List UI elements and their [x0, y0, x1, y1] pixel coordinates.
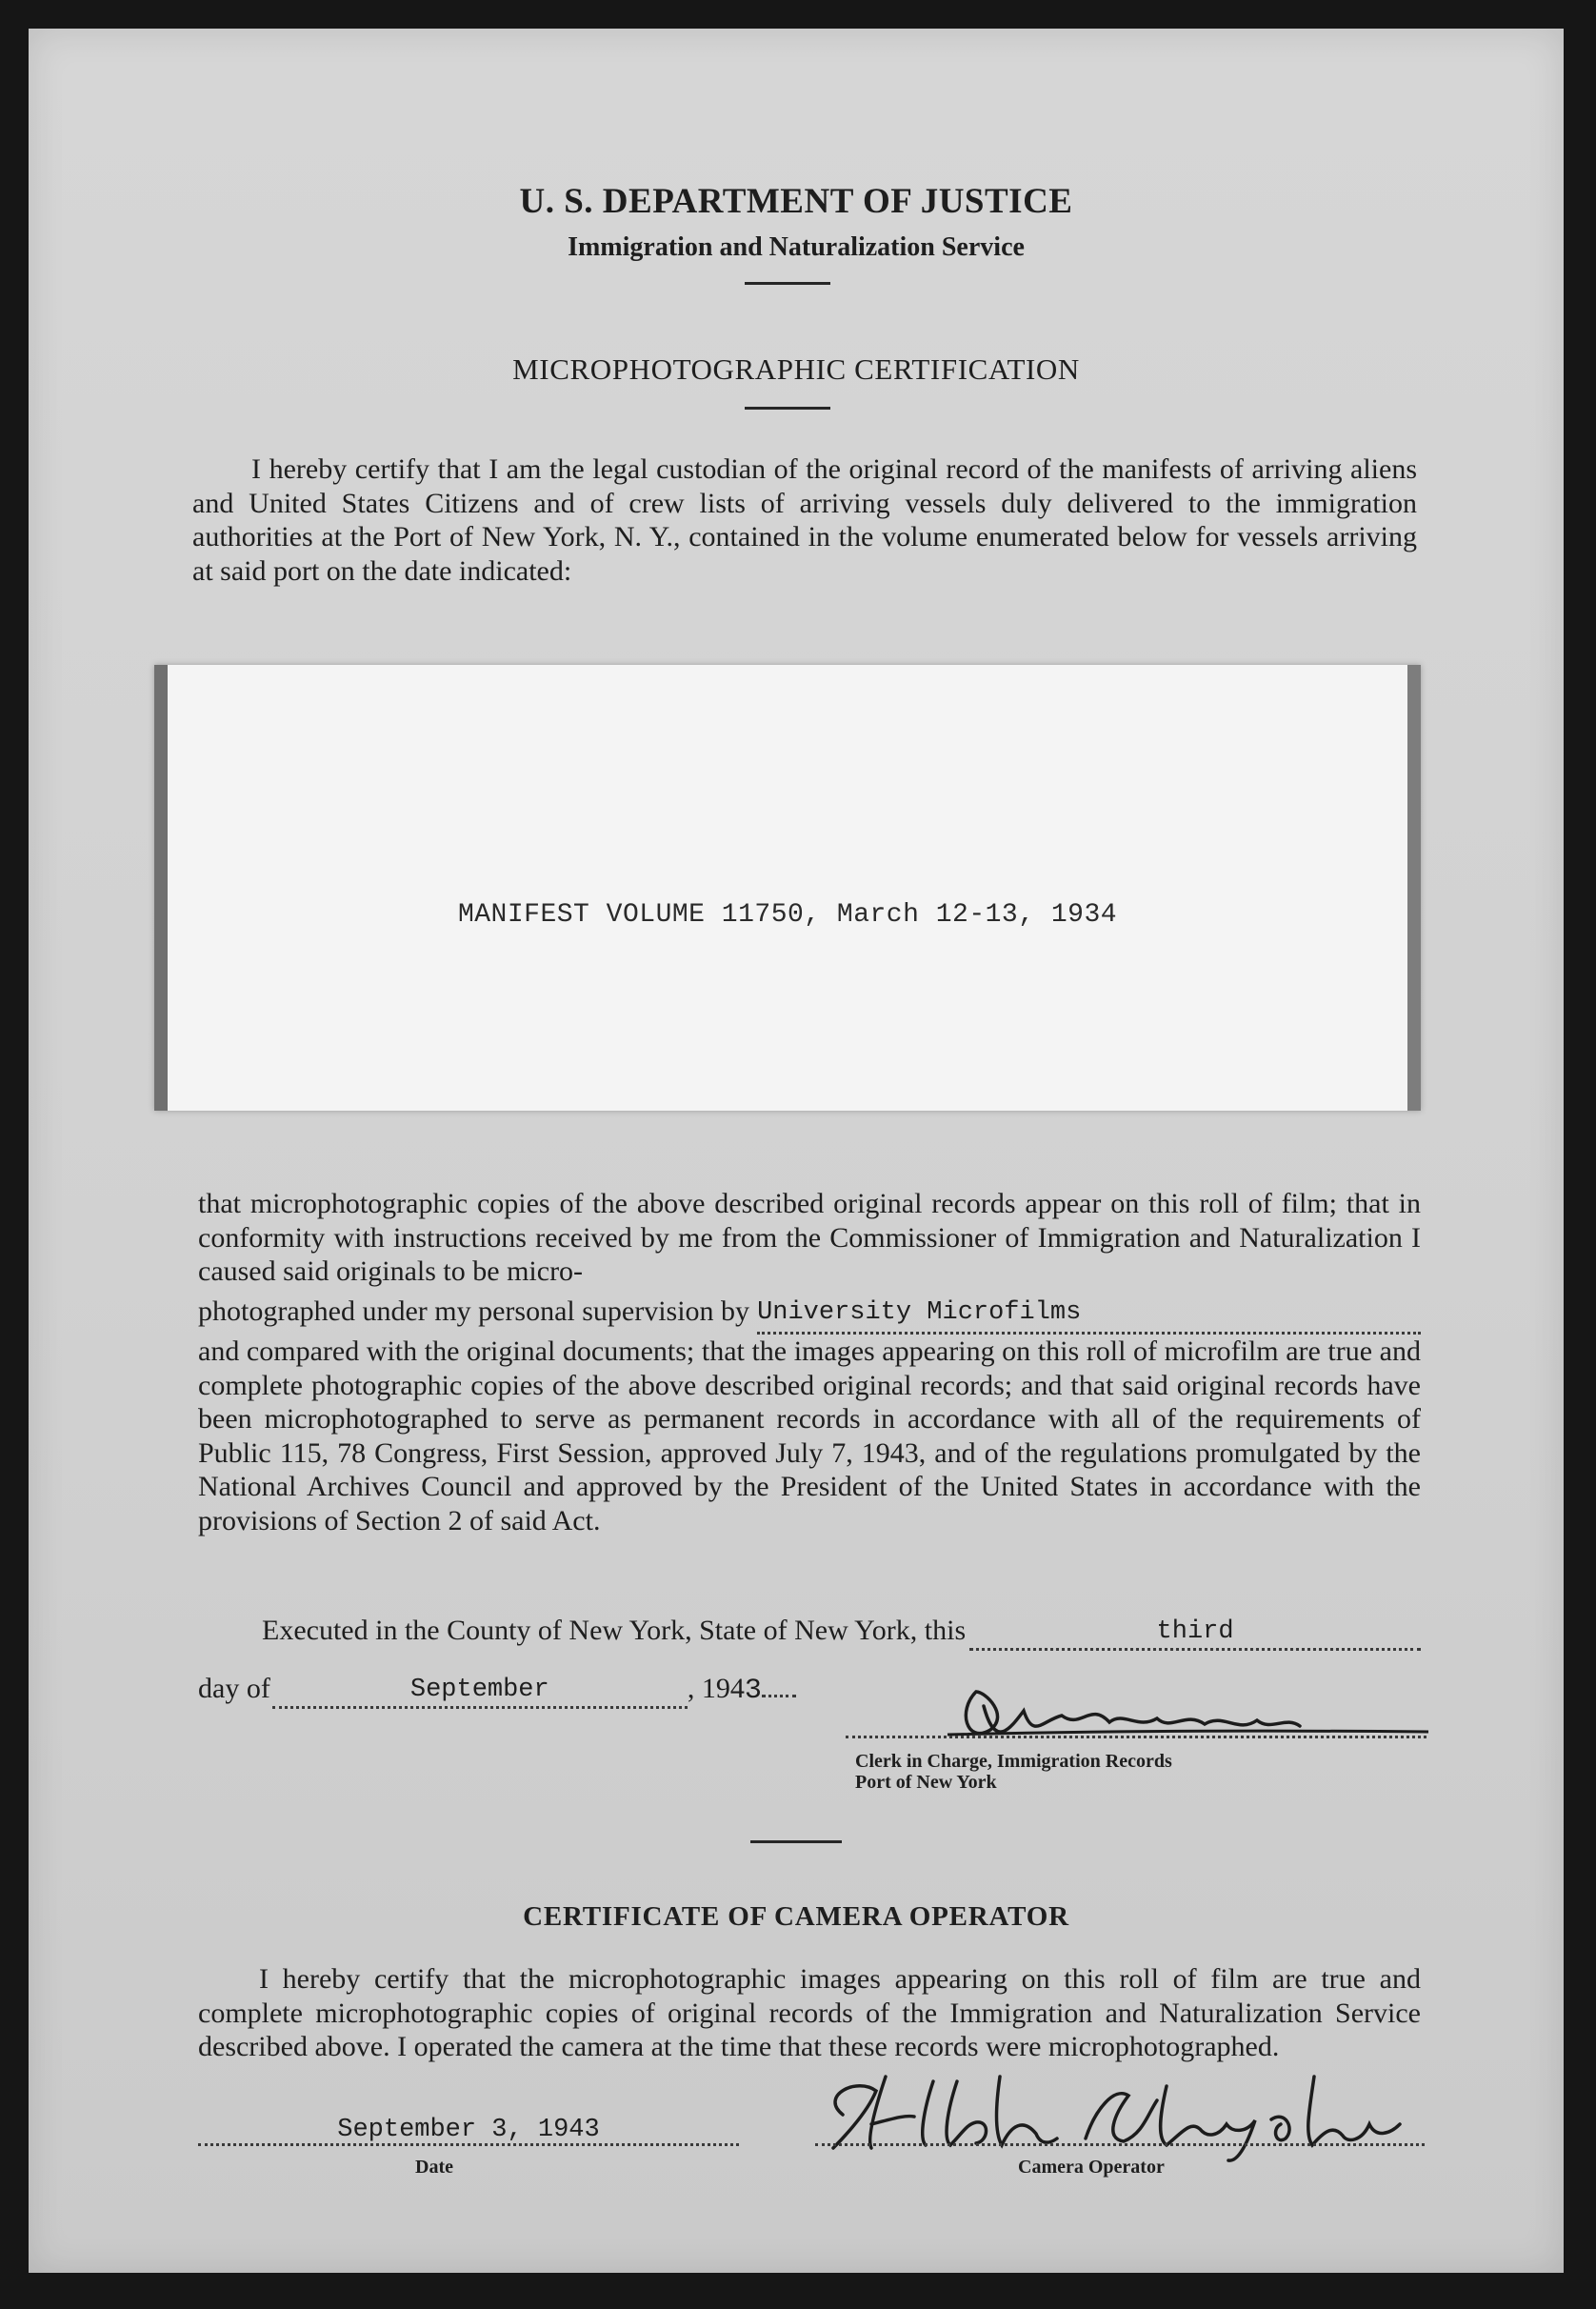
- body-text-rest: and compared with the original documents; that the images appearing on this roll of microfilm are true and complete photographic copies of the above described original records; and that said original records have been microphotographed to serve as permanent records in accordance with all of the requirements of Public 115, 78 Congress, First Session, approved July 7, 1943, and of the regulations promulgated by the National Archives Council and approved by the President of the United States in accordance with the provisions of Section 2 of said Act.: [198, 1335, 1421, 1536]
- camera-text: I hereby certify that the microphotographic images appearing on this roll of film are true and complete microphotographic copies of original records of the Immigration and Naturalization Service described above. I operated the camera at the time that these records were microphotographed.: [198, 1963, 1421, 2062]
- department-heading: U. S. DEPARTMENT OF JUSTICE: [519, 182, 1073, 221]
- divider: [750, 1840, 842, 1843]
- divider: [745, 282, 830, 285]
- clerk-title: [855, 1751, 1172, 1793]
- day-field: [969, 1615, 1421, 1651]
- day-of-label: day of: [198, 1673, 270, 1704]
- month-field: [272, 1673, 688, 1709]
- camera-paragraph: [198, 1962, 1421, 2064]
- supervision-field: [757, 1295, 1421, 1335]
- execution-line: [262, 1615, 1421, 1651]
- camera-operator-label: Camera Operator: [1018, 2157, 1165, 2178]
- date-line: [198, 1673, 865, 1709]
- date-row: [198, 1673, 865, 1709]
- certificate-page: [29, 29, 1564, 2273]
- clerk-title-line2: Port of New York: [855, 1772, 997, 1793]
- clerk-signature: [919, 1663, 1433, 1758]
- divider: [745, 407, 830, 410]
- manifest-volume-label: MANIFEST VOLUME 11750, March 12-13, 1934: [457, 900, 1118, 930]
- year-digit: 3: [744, 1675, 762, 1707]
- microfilm-company: University Microfilms: [757, 1297, 1082, 1327]
- camera-date-value: September 3, 1943: [337, 2116, 600, 2144]
- camera-operator-signature: [800, 2058, 1428, 2162]
- camera-date-field: [198, 2105, 739, 2146]
- year-prefix: , 194: [687, 1673, 745, 1704]
- year-dots: [762, 1695, 796, 1697]
- certificate-title: MICROPHOTOGRAPHIC CERTIFICATION: [512, 352, 1080, 386]
- month-value: September: [409, 1676, 549, 1704]
- clerk-title-line1: Clerk in Charge, Immigration Records: [855, 1751, 1172, 1772]
- camera-certificate-title: CERTIFICATE OF CAMERA OPERATOR: [523, 1901, 1069, 1932]
- supervision-prefix: photographed under my personal supervision by: [198, 1295, 750, 1327]
- clerk-signature-line: [846, 1736, 1426, 1738]
- supervision-line: [198, 1295, 1421, 1335]
- operator-signature-line: [815, 2143, 1425, 2146]
- certification-body: [198, 1187, 1421, 1537]
- service-subheading: Immigration and Naturalization Service: [568, 232, 1025, 262]
- body-text-start: that microphotographic copies of the above described original records appear on this roll of film; that in conformity with instructions received by me from the Commissioner of Immigration and Naturalization I caused said originals to be micro-: [198, 1188, 1421, 1287]
- intro-paragraph: [192, 452, 1417, 588]
- execution-prefix: Executed in the County of New York, State of New York, this: [262, 1615, 967, 1646]
- intro-text: I hereby certify that I am the legal custodian of the original record of the manifests of arriving aliens and United States Citizens and of crew lists of arriving vessels duly delivered to the immigration authorities at the Port of New York, N. Y., contained in the volume enumerated below for vessels arriving at said port on the date indicated:: [192, 453, 1417, 587]
- day-value: third: [1156, 1617, 1234, 1646]
- manifest-insert-card: [154, 665, 1421, 1111]
- camera-date-line: [198, 2105, 739, 2146]
- date-label: Date: [415, 2157, 453, 2178]
